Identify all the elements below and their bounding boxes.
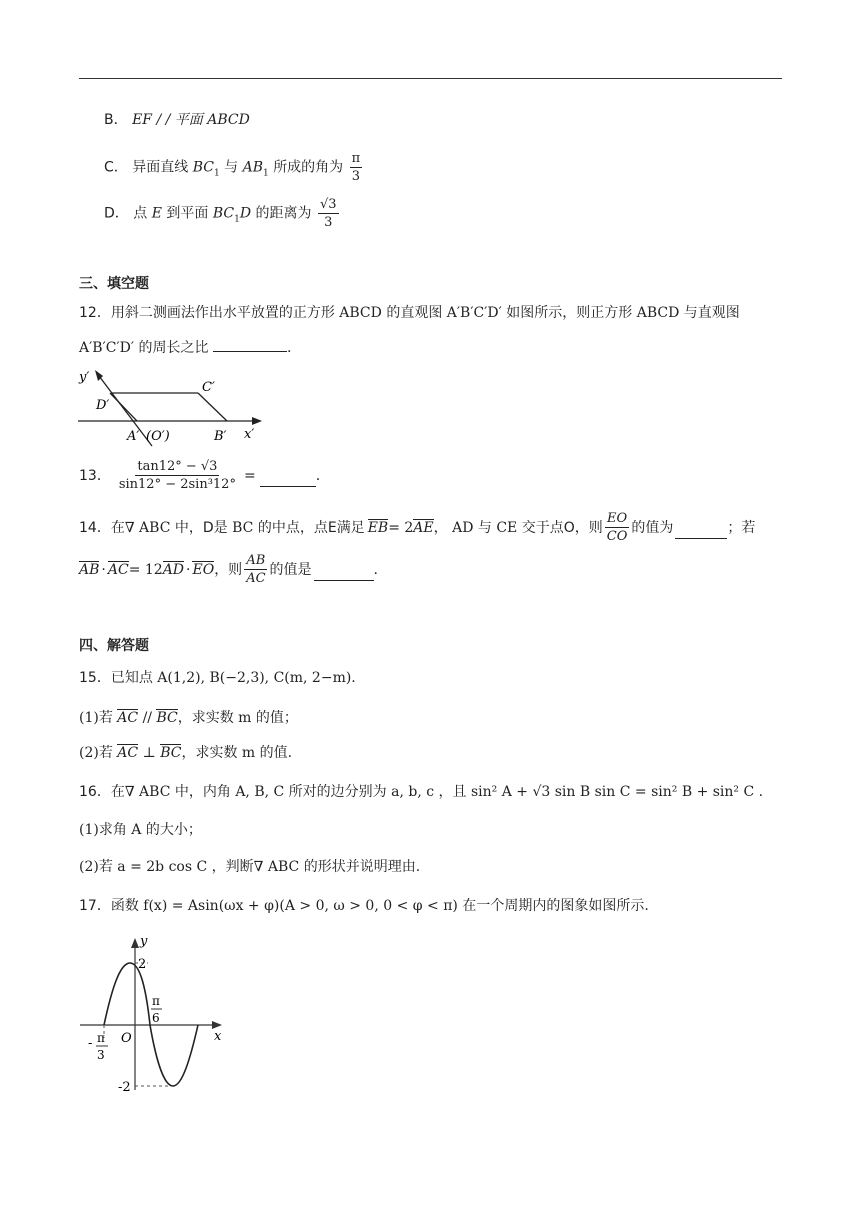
q14-answer-blank-2[interactable] <box>314 566 374 581</box>
q14-text-f: ， AD 与 CE 交于点 <box>433 519 564 536</box>
option-d-d: D <box>239 205 252 222</box>
pi6-den: 6 <box>152 1011 160 1025</box>
q17-sine-graph <box>78 930 238 1100</box>
q12-text: 用斜二测画法作出水平放置的正方形 ABCD 的直观图 A′B′C′D′ 如图所示，则正方形 ABCD 与直观图 <box>110 305 740 321</box>
neg-sign: - <box>88 1036 93 1051</box>
option-c-text: 异面直线 <box>132 159 189 176</box>
vector-ae: AE <box>413 520 434 536</box>
frac-den: CO <box>606 529 628 544</box>
dot: · <box>101 561 106 578</box>
q15-part2 <box>79 743 292 763</box>
q14-period: . <box>373 561 378 578</box>
option-b-label: B． <box>104 112 128 128</box>
label-c: C′ <box>202 380 215 395</box>
npi3-den: 3 <box>97 1048 105 1062</box>
q13-equals: = <box>243 467 256 484</box>
frac-num: AB <box>246 553 266 568</box>
section-4-title: 四、解答题 <box>79 638 149 654</box>
q14-answer-blank-1[interactable] <box>675 524 727 539</box>
min-label: -2 <box>118 1080 131 1095</box>
vector-bc: BC <box>160 745 182 761</box>
vector-ac: AC <box>117 710 139 726</box>
frac-num: π <box>351 151 361 166</box>
label-d: D′ <box>96 398 110 413</box>
option-d-fraction <box>318 196 339 231</box>
q12-text-2: A′B′C′D′ 的周长之比 <box>79 340 209 356</box>
option-b <box>104 110 250 130</box>
q16-part2: (2)若 a = 2b cos C ，判断∇ ABC 的形状并说明理由. <box>79 859 421 875</box>
q14-text-i: 的值为 <box>631 519 674 536</box>
option-d-text: 点 <box>133 205 148 222</box>
q12-figure <box>72 364 272 448</box>
q15-p1-a: (1)若 <box>79 710 113 726</box>
option-c-label: C． <box>104 159 128 176</box>
q17 <box>79 896 649 916</box>
vector-eb: EB <box>367 520 389 536</box>
option-d-bc: BC <box>212 205 235 222</box>
q14-o: O <box>563 519 575 536</box>
perpendicular: ⊥ <box>142 745 156 761</box>
max-label: 2 <box>138 957 147 972</box>
q13 <box>79 458 320 493</box>
option-c-angle-text: 所成的角为 <box>273 159 344 176</box>
q14-fraction-ab-ac <box>244 552 267 587</box>
q14-line1 <box>79 510 755 545</box>
q13-fraction <box>117 458 238 493</box>
label-o: (O′) <box>146 429 170 444</box>
q12-number: 12． <box>79 305 111 321</box>
option-c-fraction <box>350 150 363 185</box>
section-3-title: 三、填空题 <box>79 276 149 292</box>
q13-period: . <box>315 467 321 484</box>
q16-text: 在∇ ABC 中，内角 A, B, C 所对的边分别为 a, b, c ，且 sin² A + √3 sin B sin C = sin² B + sin² C . <box>110 784 764 800</box>
q13-numerator: tan12° − √3 <box>137 459 218 474</box>
label-b: B′ <box>214 429 227 444</box>
edge-da <box>110 393 137 421</box>
vector-ab: AB <box>79 562 100 578</box>
y-label: y′ <box>79 370 90 385</box>
vector-ac: AC <box>107 562 129 578</box>
x-arrow <box>212 1021 222 1029</box>
q13-number: 13． <box>79 467 111 484</box>
q13-answer-blank[interactable] <box>260 472 316 487</box>
q14-eq: = 2 <box>388 519 414 536</box>
q14-d: D <box>202 519 214 536</box>
q15-p2-a: (2)若 <box>79 745 113 761</box>
q12-answer-blank[interactable] <box>213 337 287 352</box>
q14-then: ，则 <box>214 561 243 578</box>
x-label: x′ <box>244 427 255 442</box>
label-a: A′ <box>127 429 140 444</box>
q15-number: 15． <box>79 670 111 686</box>
pi6-num: π <box>152 994 160 1008</box>
q13-denominator: sin12° − 2sin³12° <box>118 477 236 492</box>
q15-p2-b: ，求实数 m 的值. <box>181 745 293 761</box>
frac-den: AC <box>246 571 266 586</box>
q12-line2 <box>79 337 291 358</box>
q14-text-c: 是 BC 的中点，点 <box>213 519 328 536</box>
q14-text-j: ；若 <box>727 519 756 536</box>
q15-part1 <box>79 708 298 728</box>
option-d: D． 点 E 到平面 $BC_1D$ 的距离为 $\frac{√3}{3}$ <box>104 197 337 230</box>
q16-number: 16． <box>79 784 111 800</box>
edge-cb <box>198 393 227 421</box>
option-b-text: EF / / 平面 ABCD <box>132 112 250 128</box>
frac-num: EO <box>606 511 628 526</box>
frac-den: 3 <box>351 169 361 184</box>
vector-ac: AC <box>117 745 139 761</box>
option-c-and: 与 <box>224 159 239 176</box>
vector-ad: AD <box>162 562 185 578</box>
q16 <box>79 782 763 802</box>
q14-text-e: 满足 <box>336 519 365 536</box>
q14-e: E <box>327 519 337 536</box>
q14-text-a: 在∇ ABC 中， <box>110 519 203 536</box>
q15 <box>79 668 356 688</box>
vector-eo: EO <box>192 562 215 578</box>
y-label: y <box>140 934 148 949</box>
option-d-e: E <box>151 205 162 222</box>
q16-part1: (1)求角 A 的大小； <box>79 822 202 838</box>
q15-p1-b: ，求实数 m 的值； <box>177 710 298 726</box>
x-arrow <box>252 417 262 425</box>
q17-number: 17． <box>79 898 111 914</box>
frac-num: √3 <box>319 197 337 212</box>
q14-eq-12: = 12 <box>128 561 163 578</box>
q15-text: 已知点 A(1,2), B(−2,3), C(m, 2−m). <box>110 670 356 686</box>
option-c-ab: AB <box>242 159 263 176</box>
dot: · <box>186 561 191 578</box>
q14-fraction-eo-co <box>605 510 630 545</box>
frac-den: 3 <box>324 215 333 230</box>
option-d-plane: 到平面 <box>166 205 209 222</box>
q14-text-h: ，则 <box>574 519 603 536</box>
parallel: // <box>142 710 153 726</box>
option-c: C． 异面直线 $BC_1$ 与 $AB_1$ 所成的角为 $\frac{\pi}{3}$ <box>104 151 361 184</box>
option-d-label: D． <box>104 205 129 222</box>
q12-period: . <box>286 340 292 356</box>
npi3-num: π <box>97 1031 105 1045</box>
x-label: x <box>214 1029 222 1044</box>
q14-number: 14． <box>79 519 111 536</box>
q14-text-end: 的值是 <box>269 561 312 578</box>
option-c-bc: BC <box>192 159 214 176</box>
option-d-dist: 的距离为 <box>255 205 312 222</box>
origin-label: O <box>121 1031 132 1046</box>
y-arrow <box>131 938 139 948</box>
q14-line2 <box>79 552 378 587</box>
vector-bc: BC <box>156 710 178 726</box>
q12-line1 <box>79 303 740 323</box>
q17-text: 函数 f(x) = Asin(ωx + φ)(A > 0, ω > 0, 0 < φ < π) 在一个周期内的图象如图所示. <box>110 898 649 914</box>
header-rule <box>79 78 782 79</box>
